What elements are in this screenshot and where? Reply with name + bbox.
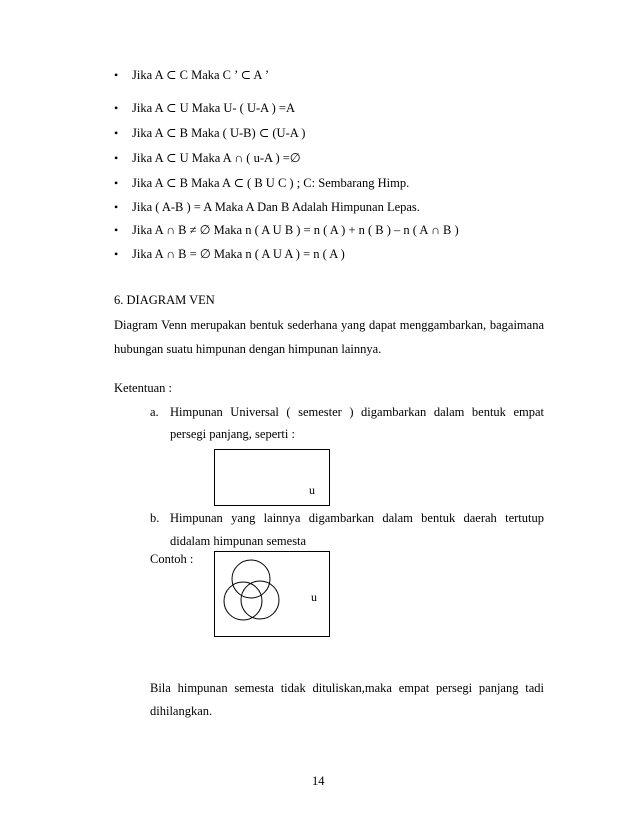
item-b-line-1: Himpunan yang lainnya digambarkan dalam bentuk daerah tertutup [170, 511, 544, 525]
item-a-line-2: persegi panjang, seperti : [170, 427, 295, 441]
intro-line-1: Diagram Venn merupakan bentuk sederhana yang dapat menggambarkan, bagaimana [114, 318, 544, 332]
note-line-2: dihilangkan. [150, 704, 213, 718]
bullet-marker: • [114, 247, 119, 261]
bullet-marker: • [114, 176, 119, 190]
ketentuan-label: Ketentuan : [114, 381, 172, 395]
bullet-item: Jika A ⊂ B Maka A ⊂ ( B U C ) ; C: Sembarang Himp. [132, 176, 410, 190]
bullet-item: Jika A ⊂ C Maka C ’ ⊂ A ’ [132, 68, 270, 82]
bullet-item: Jika A ⊂ U Maka U- ( U-A ) =A [132, 101, 295, 115]
bullet-item: Jika ( A-B ) = A Maka A Dan B Adalah Himpunan Lepas. [132, 200, 420, 214]
venn-diagram [214, 551, 330, 637]
item-b-line-2: didalam himpunan semesta [170, 534, 307, 548]
bullet-marker: • [114, 101, 119, 115]
bullet-item: Jika A ∩ B ≠ ∅ Maka n ( A U B ) = n ( A ) + n ( B ) – n ( A ∩ B ) [132, 223, 459, 237]
bullet-item: Jika A ⊂ B Maka ( U-B) ⊂ (U-A ) [132, 126, 306, 140]
bullet-marker: • [114, 151, 119, 165]
note-line-1: Bila himpunan semesta tidak dituliskan,maka empat persegi panjang tadi [150, 681, 544, 695]
bullet-marker: • [114, 200, 119, 214]
section-heading: 6. DIAGRAM VEN [114, 293, 215, 307]
contoh-label: Contoh : [150, 552, 194, 566]
intro-line-2: hubungan suatu himpunan dengan himpunan lainnya. [114, 342, 382, 356]
venn-circle-left [224, 582, 262, 620]
bullet-marker: • [114, 68, 119, 82]
venn-universal-label: u [311, 590, 317, 604]
item-a-marker: a. [150, 405, 159, 419]
universal-set-label: u [309, 483, 315, 497]
page-number: 14 [312, 774, 325, 788]
bullet-marker: • [114, 126, 119, 140]
bullet-marker: • [114, 223, 119, 237]
bullet-item: Jika A ∩ B = ∅ Maka n ( A U A ) = n ( A ) [132, 247, 345, 261]
venn-circle-right [241, 581, 279, 619]
item-b-marker: b. [150, 511, 160, 525]
venn-circle-top [232, 560, 270, 598]
item-a-line-1: Himpunan Universal ( semester ) digambarkan dalam bentuk empat [170, 405, 544, 419]
bullet-item: Jika A ⊂ U Maka A ∩ ( u-A ) =∅ [132, 151, 301, 165]
universal-set-rectangle [214, 449, 330, 506]
